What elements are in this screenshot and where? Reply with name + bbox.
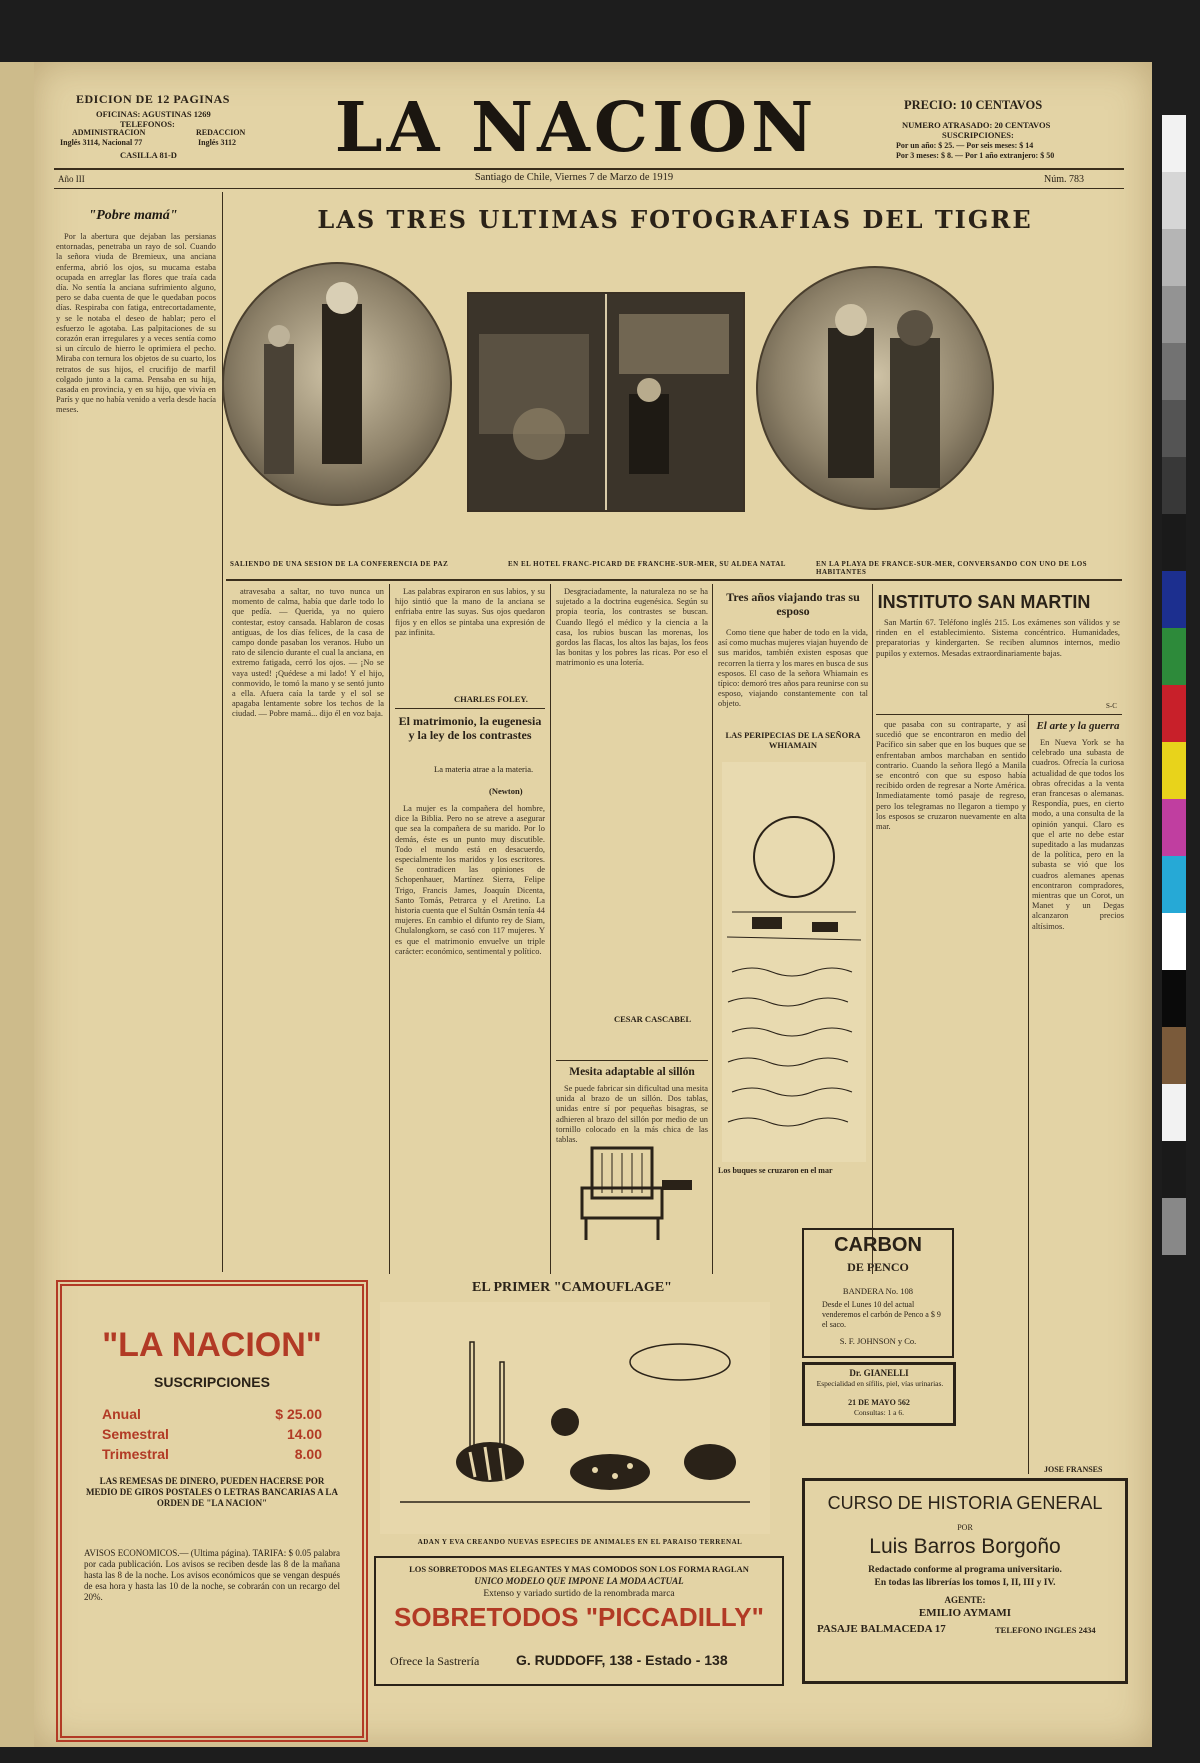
carbon-subtitle: DE PENCO [847,1260,909,1274]
col3-epigraph: La materia atrae a la materia. [434,764,534,774]
color-swatch [1162,799,1186,856]
subscriptions-label: SUSCRIPCIONES: [942,130,1014,140]
col3-body [395,804,545,1272]
ships-illustration [722,762,866,1162]
photo-hotel-franc-picard [467,292,745,512]
camouflage-cartoon [380,1302,770,1534]
col2-text: atravesaba a saltar, no tuvo nunca un momento de calma, había que darle todo lo que pedía. — Querida, ya no quiero contestar, estoy cansada. Hablaron de cosas antiguas, de los días felices, de la casa de campo donde pasaban los veranos. Hubo un rato de silencio durante el cual la anciana, en extremo fatigada, cerró los ojos. — ¡No se vaya usted! ¡Quédese a mi lado! Y el hijo, conmovido, le tomó la mano y se sentó junto a ella. Afuera caía la tarde y el sol se apagaba lentamente sobre los techos de la ciudad. — Pobre mamá... dijo él en voz baja. [232,587,384,719]
arte-guerra-body [1032,738,1124,1458]
piccadilly-line3: Extenso y variado surtido de la renombrada marca [483,1589,675,1599]
year-label: Año III [58,174,85,184]
carbon-ad [802,1228,954,1358]
instituto-title: INSTITUTO SAN MARTIN [877,592,1091,612]
admin-label: ADMINISTRACION [72,128,146,137]
dateline-rule [54,188,1124,189]
main-headline: LAS TRES ULTIMAS FOTOGRAFIAS DEL TIGRE [317,205,1033,234]
edition-label: EDICION DE 12 PAGINAS [76,92,230,106]
arte-guerra-title: El arte y la guerra [1036,720,1120,732]
rate-label: Trimestral [102,1446,169,1462]
color-swatch [1162,685,1186,742]
redaccion-label: REDACCION [196,128,246,137]
col2-rule [389,584,390,1274]
subscription-rate-row [102,1424,322,1444]
armchair-icon [562,1128,702,1248]
color-swatch [1162,343,1186,400]
newspaper-page [34,62,1152,1747]
piccadilly-footer-pre: Ofrece la Sastrería [390,1654,480,1668]
col4-signature: CESAR CASCABEL [614,1014,692,1024]
color-swatch [1162,970,1186,1027]
interior-scene-icon [469,294,743,510]
gianelli-text: Especialidad en sífilis, piel, vías urinarias. [816,1379,944,1388]
phones-label: TELEFONOS: [120,119,175,129]
color-swatch [1162,1027,1186,1084]
color-swatch [1162,856,1186,913]
curso-por: POR [957,1523,973,1532]
adjacent-page-edge [0,62,36,1747]
rate-value: 8.00 [294,1446,322,1462]
piccadilly-footer-name: G. RUDDOFF, 138 - Estado - 138 [516,1652,728,1668]
color-swatch [1162,172,1186,229]
sea-ships-icon [722,762,866,1162]
col3-rule [550,584,551,1274]
col4-rule [712,584,713,1274]
gianelli-name: Dr. GIANELLI [849,1368,909,1378]
arte-guerra-text: En Nueva York se ha celebrado una subasta de cuadros. Ofrecía la curiosa actualidad de que todos los obras ofrecidas a la venta eran francesas o alemanas. Respondía, pues, en cierto modo, a una consulta de la opinión yanqui. Claro es que el arte no debe estar supeditado a las mudanzas de la política, pero en la subasta se vió que los cuadros alemanes apenas encontraron compradores, mientras que un Corot, un Manet y un Degas alcanzaron precios altísimos. [1032,738,1124,931]
caption-photo-3: EN LA PLAYA DE FRANCE-SUR-MER, CONVERSANDO CON UNO DE LOS HABITANTES [816,560,1088,576]
photo-beach-france-sur-mer [756,266,994,510]
subscription-rate-row [102,1404,322,1424]
beach-figures-icon [758,268,992,508]
arte-guerra-signature: JOSE FRANSES [1044,1465,1103,1474]
color-swatch [1162,229,1186,286]
rate-label: Anual [102,1406,141,1422]
gianelli-hours: Consultas: 1 a 6. [854,1408,904,1417]
instituto-rule [876,714,1122,715]
subscription-rate-row [102,1444,322,1464]
curso-address: PASAJE BALMACEDA 17 [817,1623,946,1635]
curso-title: CURSO DE HISTORIA GENERAL [827,1493,1103,1513]
subscriptions-line-2: Por 3 meses: $ 8. — Por 1 año extranjero: $ 50 [896,151,1055,160]
color-swatch [1162,742,1186,799]
instituto-body [876,618,1120,708]
color-swatch [1162,1141,1186,1198]
camouflage-title: EL PRIMER "CAMOUFLAGE" [472,1280,672,1295]
col4-body [556,587,708,1007]
back-issue-label: NUMERO ATRASADO: 20 CENTAVOS [902,120,1051,130]
photo-peace-conference [222,262,452,506]
col3-epigraph-source: (Newton) [489,786,523,796]
instituto-tail: S-C [1106,702,1117,710]
ships-caption: Los buques se cruzaron en el mar [718,1166,833,1175]
piccadilly-line1: LOS SOBRETODOS MAS ELEGANTES Y MAS COMODOS SON LOS FORMA RAGLAN [409,1564,749,1574]
col6-text: que pasaba con su contraparte, y así sucedió que se encontraron en medio del Pacífico sin saber que en los buques que se enfrentaban ambos marchaban en sentido contrario. Cuando la señora llegó a Manila se encontró con que su esposo había recibido orden de regresar a Norte América. Inmediatamente tomó pasaje de regreso, pero los telegramas no llegaron a tiempo y los esposos se cruzaron nuevamente en alta mar. [876,720,1026,832]
subscription-rates [102,1404,322,1464]
color-swatch [1162,400,1186,457]
rate-label: Semestral [102,1426,169,1442]
curso-desc1: Redactado conforme al programa universitario. [868,1565,1062,1575]
col5-body [718,628,868,724]
col5-text: Como tiene que haber de todo en la vida, así como muchas mujeres viajan huyendo de sus maridos, también existen esposas que recorren la tierra y los mares en busca de sus esposos. El caso de la señora Whiamain es típico: demoró tres años para reunirse con su esposo, viajando constantemente con tal objeto. [718,628,869,709]
newspaper-title: LA NACION [334,88,818,168]
mesita-title: Mesita adaptable al sillón [569,1066,695,1078]
gianelli-ad [802,1362,956,1426]
col3-article-title: El matrimonio, la eugenesia y la ley de los contrastes [398,714,542,742]
carbon-title: CARBON [834,1234,922,1256]
subscriptions-line-1: Por un año: $ 25. — Por seis meses: $ 14 [896,141,1034,150]
col3-text: La mujer es la compañera del hombre, dice la Biblia. Pero no se atreve a asegurar que sea la compañera de su marido. Por lo demás, éste es un punto muy discutible. Todo el mundo está en desacuerdo, especialmente los maridos y los escritores. Se contradicen las opiniones de Schopenhauer, Martínez Sierra, Felipe Trigo, Francis James, Joaquín Dicenta, Santo Tomás, Petrarca y el Aretino. La historia cuenta que el Sultán Osmán tenía 44 mujeres. En cambio el difunto rey de Siam, Chulalongkorn, se casó con 117 mujeres. Y es que el matrimonio envuelve un triple carácter: económico, sentimental y político. [395,804,545,956]
col5-subhead: LAS PERIPECIAS DE LA SEÑORA WHIAMAIN [725,730,861,750]
piccadilly-ad [374,1556,784,1686]
instituto-text: San Martín 67. Teléfono inglés 215. Los exámenes son válidos y se rinden en el establecimiento. Sistema concéntrico. Humanidades, preparatorias y kindergarten. Se reciben alumnos internos, medio pupilos y externos. Mesadas extraordinariamente bajas. [876,618,1120,658]
ad-subscriptions-label: SUSCRIPCIONES [154,1374,270,1390]
rate-value: 14.00 [286,1426,322,1442]
col6-rule [1028,714,1029,1474]
offices-label: OFICINAS: AGUSTINAS 1269 [96,109,211,119]
curso-desc2: En todas las librerías los tomos I, II, III y IV. [874,1578,1056,1588]
col3-top-body [395,587,545,692]
carbon-text: Desde el Lunes 10 del actual venderemos el carbón de Penco a $ 9 el saco. [822,1300,941,1329]
photo-section-rule [226,579,1122,581]
piccadilly-brand: SOBRETODOS "PICCADILLY" [394,1602,764,1632]
camouflage-caption: ADAN Y EVA CREANDO NUEVAS ESPECIES DE ANIMALES EN EL PARAISO TERRENAL [417,1538,743,1546]
color-swatch [1162,457,1186,514]
caption-photo-2: EN EL HOTEL FRANC-PICARD DE FRANCHE-SUR-MER, SU ALDEA NATAL [508,560,786,568]
col3-signature: CHARLES FOLEY. [454,694,528,704]
color-swatch [1162,115,1186,172]
color-swatch [1162,1198,1186,1255]
left-article-text: Por la abertura que dejaban las persianas entornadas, penetraba un rayo de sol. Cuando la señora viuda de Bremieux, una anciana enferma, abrió los ojos, su mucama estaba ocupada en arreglar las flores que traía cada día. No sentía la anciana sufrimiento alguno, pero se daba cuenta de que le quedaban pocos días. Respiraba con fatiga, entrecortadamente, y se le notaba el deseo de hablar; pero el esfuerzo le agotaba. Las palpitaciones de su corazón eran irregulares y a veces sentía como si un círculo de hierro le oprimiera el pecho. Miraba con ternura los objetos de su cuarto, los retratos de sus hijos, el crucifijo de marfil colgado junto a la cama. Pensaba en su hija, casada en provincia, y en su hijo, que vivía en París y que no había venido a verla desde hacía meses. [56,232,216,415]
left-column-rule [222,192,223,1272]
col3-sub-rule [395,708,545,709]
ad-avisos: AVISOS ECONOMICOS.— (Ultima página). TARIFA: $ 0.05 palabra por cada publicación. Los avisos se reciben desde las 8 de la mañana hasta las 8 de la noche. Los avisos económicos que se vengan después de esa hora y hasta las 10 de la noche, se cobrarán con un recargo del 20%. [84,1548,340,1602]
col2-body [232,587,384,1272]
left-article-title: "Pobre mamá" [88,208,178,223]
curso-agent-label: AGENTE: [944,1595,986,1605]
redaccion-phone: Inglés 3112 [198,138,237,147]
issue-number: Núm. 783 [1044,174,1084,185]
curso-historia-ad [802,1478,1128,1684]
armchair-illustration [562,1128,702,1248]
curso-agent: EMILIO AYMAMI [918,1607,1012,1619]
mesita-body [556,1084,708,1145]
col5-rule [872,584,873,1274]
caption-photo-1: SALIENDO DE UNA SESION DE LA CONFERENCIA DE PAZ [230,560,449,568]
piccadilly-line2: UNICO MODELO QUE IMPONE LA MODA ACTUAL [474,1576,684,1586]
col4-sub-rule [556,1060,708,1061]
masthead-rule [54,168,1124,170]
price-label: PRECIO: 10 CENTAVOS [904,98,1043,112]
col4-text: Desgraciadamente, la naturaleza no se ha sujetado a la doctrina eugenésica. Según su propia teoría, los contrastes se buscan. Cuando llegó el médico y la ciencia a la casa, los rubios buscan las morenas, los gordos las flacas, los altos las bajas, los feos las bonitas y los pobres las ricas. Por eso el matrimonio es una lotería. [556,587,708,668]
curso-author: Luis Barros Borgoño [869,1535,1061,1558]
color-swatch [1162,571,1186,628]
col6-body [876,720,1026,1240]
color-calibration-bar [1162,115,1186,1255]
col3-top-text: Las palabras expiraron en sus labios, y su hijo sintió que la mano de la anciana se enfriaba entre las suyas. Sus ojos quedaron fijos y en ellos se pintaba una expresión de paz infinita. [395,587,545,637]
dateline: Santiago de Chile, Viernes 7 de Marzo de 1919 [474,172,674,183]
color-swatch [1162,514,1186,571]
color-swatch [1162,286,1186,343]
la-nacion-subscription-ad [56,1280,368,1742]
admin-phones: Inglés 3114, Nacional 77 [60,138,143,147]
animals-cartoon-icon [380,1302,770,1534]
ad-remesas: LAS REMESAS DE DINERO, PUEDEN HACERSE POR MEDIO DE GIROS POSTALES O LETRAS BANCARIAS A LA ORDEN DE "LA NACION" [86,1476,338,1508]
color-swatch [1162,1084,1186,1141]
casilla-label: CASILLA 81-D [120,150,177,160]
curso-phone: TELEFONO INGLES 2434 [995,1625,1096,1635]
carbon-bandera: BANDERA No. 108 [842,1286,914,1296]
col5-title: Tres años viajando tras su esposo [726,590,860,618]
left-article-body [56,232,216,1272]
carbon-seller: S. F. JOHNSON y Co. [839,1336,917,1346]
color-swatch [1162,628,1186,685]
ad-la-nacion-title: "LA NACION" [102,1326,322,1364]
figure-silhouette-icon [224,264,450,504]
rate-value: $ 25.00 [275,1406,322,1422]
color-swatch [1162,913,1186,970]
gianelli-address: 21 DE MAYO 562 [848,1398,910,1407]
mesita-text: Se puede fabricar sin dificultad una mesita unida al brazo de un sillón. Dos tablas, unidas entre sí por pequeñas bisagras, se adhieren al brazo del sillón por medio de un tornillo colocado en la más chica de las tablas. [556,1084,708,1145]
